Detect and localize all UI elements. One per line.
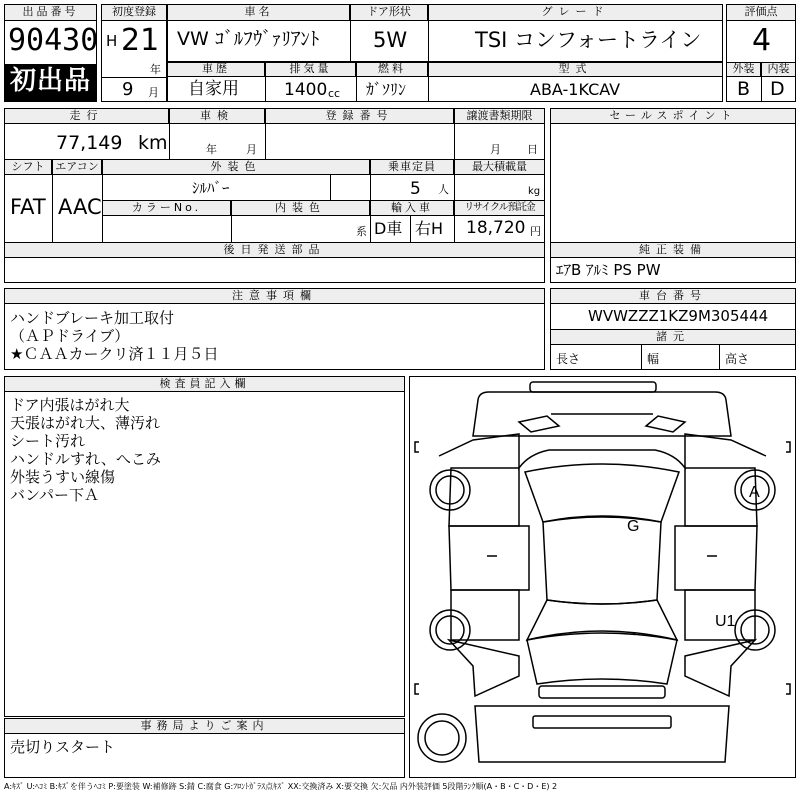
registration-label: 初度登録: [101, 4, 167, 21]
mark-roof: G: [627, 518, 640, 535]
yen-unit: 円: [530, 225, 541, 238]
registration-month: 9: [122, 79, 134, 100]
model-label: 型式: [428, 62, 723, 77]
inspector-line-6: バンパー下Ａ: [10, 486, 99, 504]
import-label: 輸入車: [370, 200, 454, 216]
seating-label: 乗車定員: [370, 159, 454, 175]
import-type: D車: [374, 219, 403, 238]
first-listing-text: 初出品: [10, 66, 92, 96]
grade-label: グレード: [428, 4, 723, 21]
recycle-label: リサイクル預託金: [454, 200, 545, 216]
seating: 5: [410, 179, 421, 199]
inspector-line-2: 天張はがれ大、薄汚れ: [10, 414, 161, 432]
history: 自家用: [188, 79, 239, 99]
equipment-label: 純正装備: [550, 242, 796, 258]
office-label: 事務局よりご案内: [4, 718, 405, 734]
aircon-label: エアコン: [52, 159, 102, 175]
load-label: 最大積載量: [454, 159, 545, 175]
interior-grade: D: [770, 78, 785, 100]
interior-color-label: 内装色: [231, 200, 370, 216]
door-type: 5W: [373, 28, 408, 52]
inspector-line-4: ハンドルすれ、へこみ: [10, 450, 161, 468]
displacement-label: 排気量: [265, 62, 356, 77]
inspector-label: 検査員記入欄: [4, 376, 405, 392]
mark-front-right-wheel: A: [749, 484, 760, 501]
height-label: 高さ: [725, 352, 750, 366]
interior-color-unit: 系: [356, 225, 367, 238]
docs-day-unit: 日: [527, 143, 538, 156]
color-label: 外装色: [102, 159, 370, 175]
notes-line-3: ★ＣＡＡカークリ済１１月５日: [10, 345, 219, 363]
model-code: ABA-1KCAV: [530, 80, 621, 99]
inspector-line-5: 外装うすい線傷: [10, 468, 116, 486]
car-diagram: [409, 376, 796, 778]
seating-unit: 人: [438, 183, 449, 196]
fuel-label: 燃料: [356, 62, 428, 77]
insp-year-unit: 年: [206, 143, 217, 156]
mileage: 77,149: [56, 132, 123, 154]
displacement: 1400: [284, 80, 328, 100]
car-name: VW ｺﾞﾙﾌｳﾞｧﾘｱﾝﾄ: [177, 28, 320, 50]
color: ｼﾙﾊﾞｰ: [192, 179, 230, 197]
steering: 右H: [415, 219, 444, 238]
score: 4: [752, 23, 772, 58]
later-parts-label: 後日発送部品: [4, 242, 545, 258]
insp-month-unit: 月: [246, 143, 257, 156]
load-unit: kg: [528, 186, 541, 197]
mileage-label: 走行: [4, 108, 169, 124]
year-unit: 年: [150, 63, 161, 76]
equipment: ｴｱB ｱﾙﾐ PS PW: [556, 261, 661, 279]
width-label: 幅: [647, 352, 660, 366]
mileage-unit: km: [138, 132, 168, 154]
name-label: 車名: [167, 4, 350, 21]
plate-label: 登録番号: [265, 108, 454, 124]
dims-label: 諸元: [550, 329, 796, 345]
exterior-grade: B: [737, 78, 751, 100]
lot-label: 出品番号: [4, 4, 97, 21]
chassis-label: 車台番号: [550, 288, 796, 304]
interior-label: 内装: [761, 62, 796, 77]
fuel: ｶﾞｿﾘﾝ: [366, 80, 407, 99]
docs-label: 譲渡書類期限: [454, 108, 545, 124]
sales-points-label: セールスポイント: [550, 108, 796, 124]
office-message: 売切りスタート: [10, 738, 116, 756]
shift-label: シフト: [4, 159, 52, 175]
inspector-line-1: ドア内張はがれ大: [10, 396, 130, 414]
grade: TSI コンフォートライン: [475, 28, 702, 52]
month-unit: 月: [148, 86, 159, 99]
mark-rear-right: U1: [715, 613, 736, 630]
history-label: 車歴: [167, 62, 265, 77]
inspection-label: 車検: [169, 108, 265, 124]
vin: WVWZZZ1KZ9M305444: [588, 307, 769, 325]
exterior-label: 外装: [726, 62, 761, 77]
recycle-fee: 18,720: [466, 218, 526, 238]
colorno-label: カラーNo.: [102, 200, 231, 216]
inspector-line-3: シート汚れ: [10, 432, 86, 450]
footer-legend: A:ｷｽﾞ U:ﾍｺﾐ B:ｷｽﾞを伴うﾍｺﾐ P:要塗装 W:補修跡 S:錆 C:腐食 G:ﾌﾛﾝﾄｶﾞﾗｽ点ｷｽﾞ XX:交換済み X:要交換 欠:欠品 内外装評価 5段階ﾗﾝｸ順(A・B・C・D・E) 2: [4, 782, 558, 791]
shift: FAT: [10, 195, 46, 219]
notes-label: 注意事項欄: [4, 288, 545, 304]
score-label: 評価点: [726, 4, 796, 21]
cc-unit: cc: [328, 87, 341, 100]
notes-line-1: ハンドブレーキ加工取付: [10, 309, 174, 327]
lot-number: 90430: [8, 23, 99, 58]
docs-month-unit: 月: [490, 143, 501, 156]
length-label: 長さ: [556, 352, 581, 366]
era-letter: H: [106, 32, 118, 50]
registration-year: 21: [121, 23, 160, 58]
aircon: AAC: [58, 195, 102, 219]
notes-line-2: （ＡＰドライブ）: [10, 327, 130, 345]
door-label: ドア形状: [350, 4, 428, 21]
